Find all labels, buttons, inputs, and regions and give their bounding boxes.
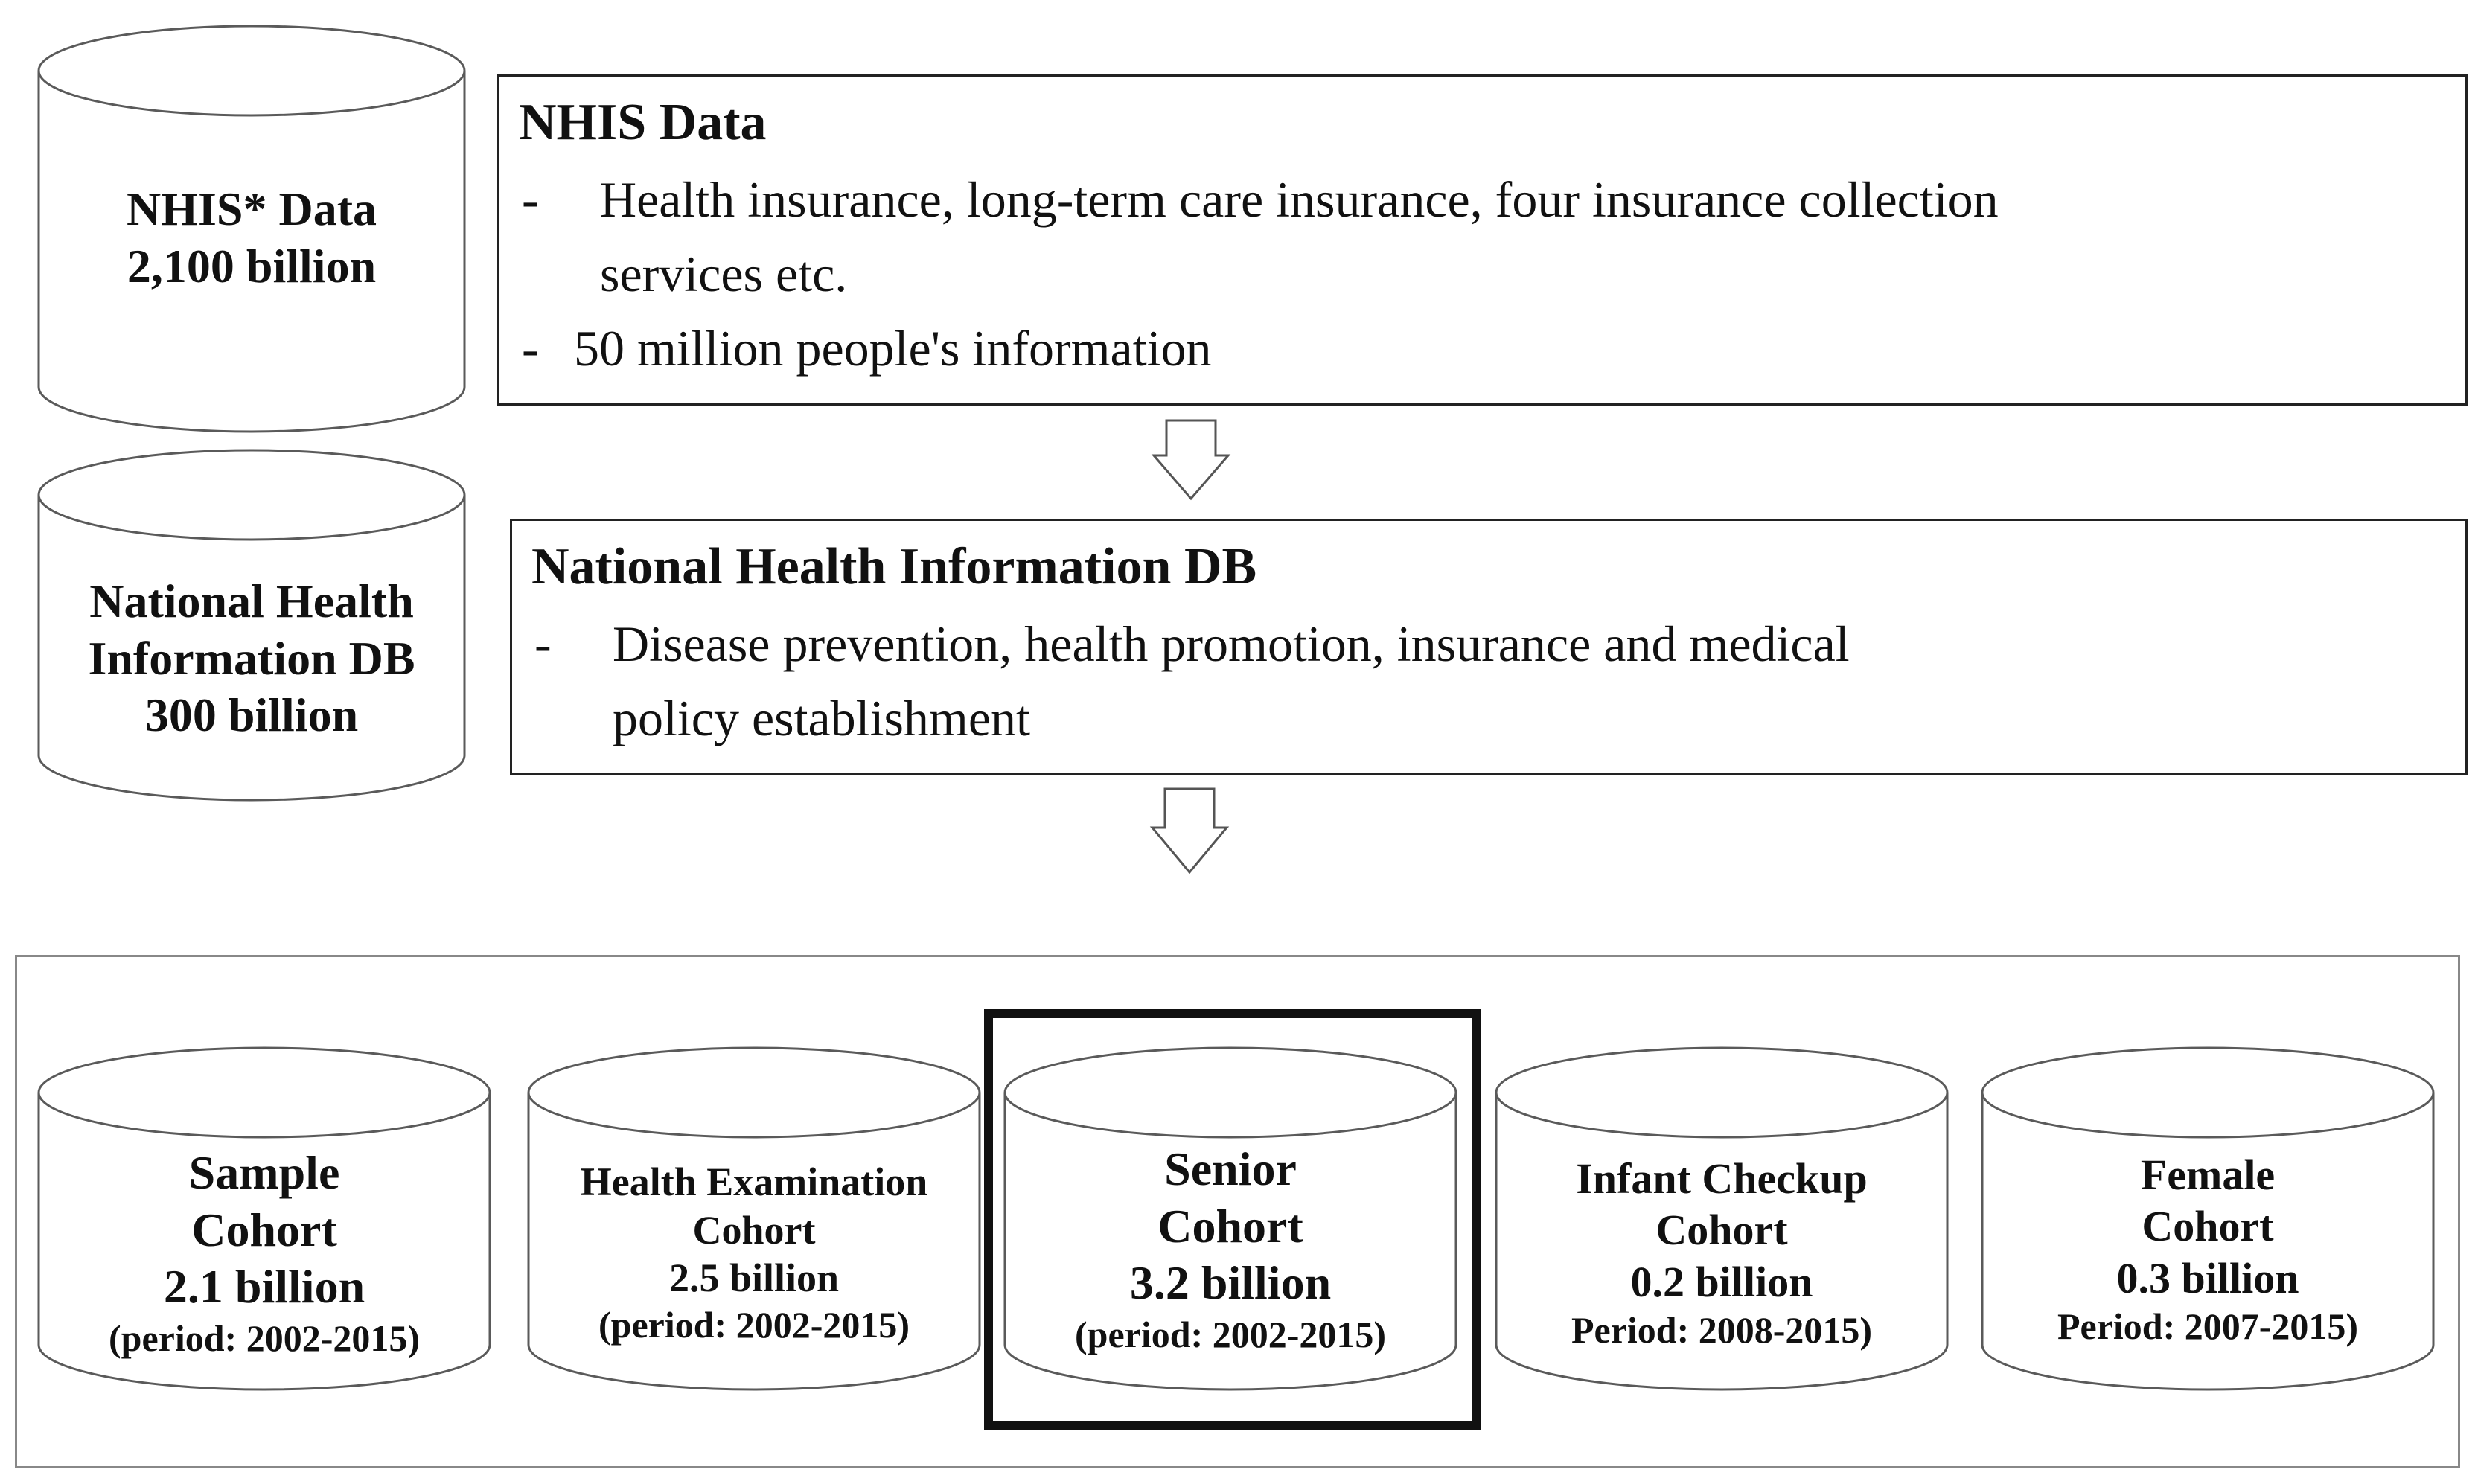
nhis-data-bullet bbox=[522, 311, 2442, 386]
cohort-name-line1: Senior bbox=[1164, 1142, 1297, 1195]
bullet-dash: - bbox=[522, 320, 539, 377]
bullet-text-line1: Disease prevention, health promotion, insurance and medical bbox=[613, 615, 1850, 672]
cohort-name-line1: Health Examination bbox=[580, 1159, 928, 1204]
bullet-dash: - bbox=[534, 615, 552, 672]
nhid-name-line2: Information DB bbox=[88, 631, 415, 685]
nhis-data-name: NHIS* Data bbox=[126, 182, 377, 236]
cohort-label-health-examination bbox=[528, 1130, 980, 1375]
bullet-text-line2: policy establishment bbox=[613, 690, 1030, 746]
cohort-name-line2: Cohort bbox=[1157, 1199, 1303, 1253]
nhid-description-box bbox=[510, 519, 2468, 775]
nhid-label bbox=[39, 551, 464, 767]
cohort-name-line2: Cohort bbox=[1655, 1206, 1788, 1255]
cohort-amount: 3.2 billion bbox=[1129, 1256, 1332, 1310]
bullet-text-line2: services etc. bbox=[600, 246, 848, 302]
nhid-name-line1: National Health bbox=[89, 574, 414, 627]
cohort-name-line1: Female bbox=[2140, 1150, 2276, 1199]
cohort-period: (period: 2002-2015) bbox=[1075, 1314, 1386, 1356]
cohort-name-line1: Sample bbox=[188, 1145, 340, 1199]
nhis-data-size: 2,100 billion bbox=[127, 240, 377, 292]
cohort-label-senior bbox=[1005, 1126, 1456, 1372]
bullet-dash: - bbox=[522, 171, 539, 228]
cohort-period: (period: 2002-2015) bbox=[109, 1317, 420, 1360]
cohort-amount: 2.5 billion bbox=[668, 1256, 840, 1301]
bullet-text-line1: 50 million people's information bbox=[574, 320, 1212, 377]
nhid-size: 300 billion bbox=[144, 688, 359, 742]
cohort-amount: 0.2 billion bbox=[1630, 1257, 1813, 1306]
nhid-box-title: National Health Information DB bbox=[531, 538, 1257, 595]
cohort-period: Period: 2008-2015) bbox=[1571, 1309, 1873, 1352]
cohort-name-line2: Cohort bbox=[2142, 1202, 2274, 1251]
cohort-label-infant-checkup bbox=[1496, 1130, 1947, 1375]
nhis-data-description-box bbox=[497, 74, 2468, 406]
cohort-amount: 0.3 billion bbox=[2116, 1253, 2299, 1302]
cohort-period: (period: 2002-2015) bbox=[598, 1304, 910, 1346]
down-arrow-icon bbox=[1152, 789, 1227, 872]
cohort-name-line2: Cohort bbox=[692, 1207, 816, 1253]
cohort-name-line2: Cohort bbox=[191, 1203, 337, 1256]
nhis-data-box-title: NHIS Data bbox=[519, 94, 767, 151]
nhid-bullet bbox=[534, 607, 2440, 755]
cohort-name-line1: Infant Checkup bbox=[1576, 1154, 1868, 1203]
down-arrow-icon bbox=[1154, 420, 1228, 499]
cohort-amount: 2.1 billion bbox=[163, 1260, 365, 1314]
cohort-label-sample bbox=[39, 1130, 490, 1375]
cohort-label-female bbox=[1982, 1130, 2433, 1368]
bullet-text-line1: Health insurance, long-term care insurance, four insurance collection bbox=[600, 171, 1999, 228]
nhis-data-bullet bbox=[522, 162, 2442, 311]
nhis-data-label bbox=[39, 164, 464, 313]
cohort-period: Period: 2007-2015) bbox=[2057, 1305, 2359, 1348]
